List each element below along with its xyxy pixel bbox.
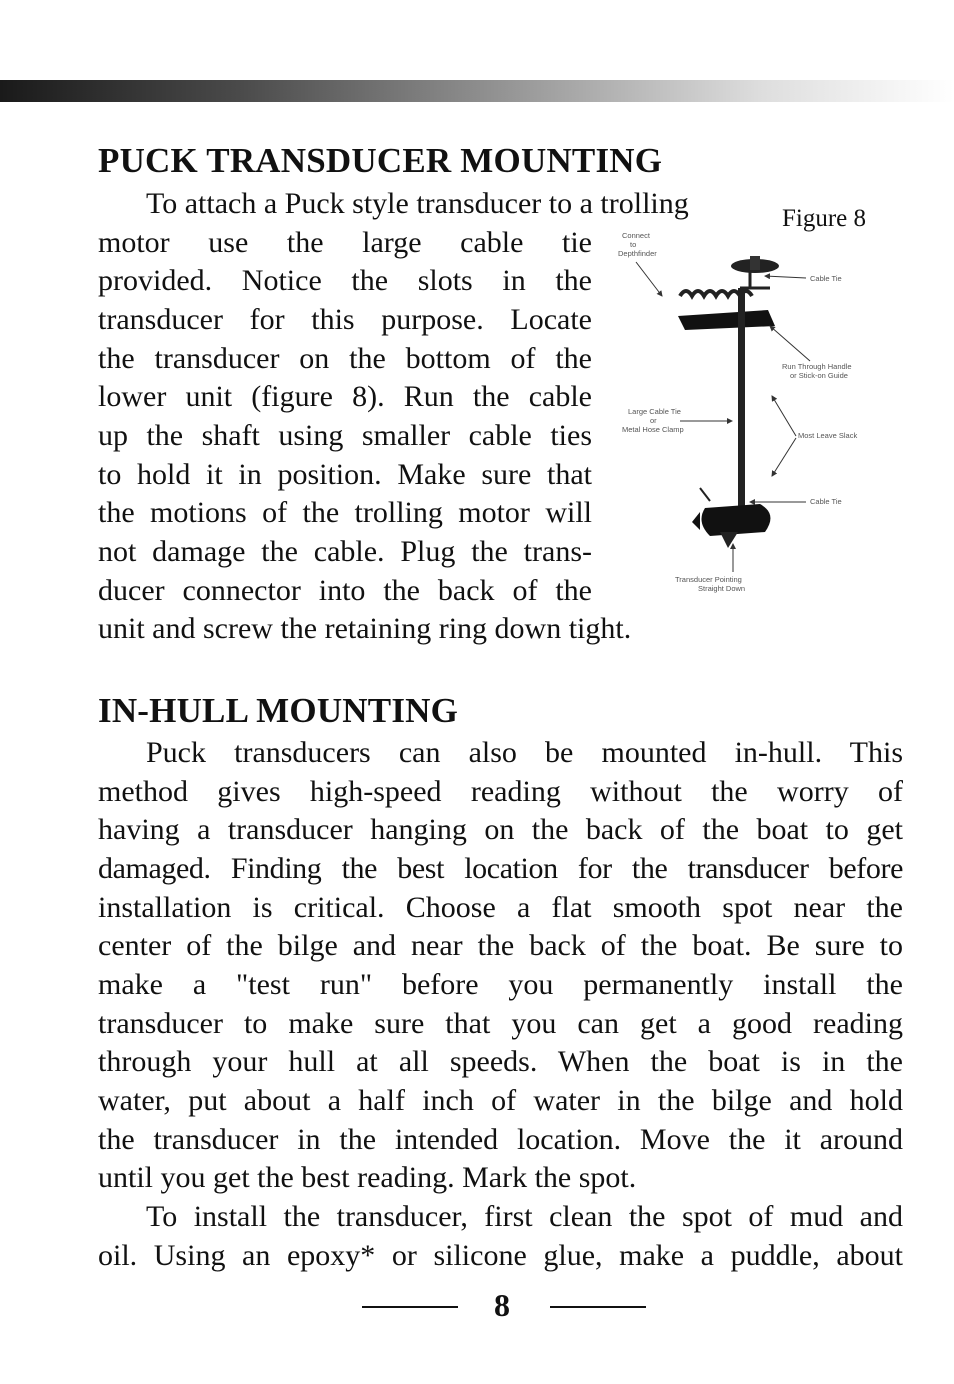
svg-text:Metal Hose Clamp: Metal Hose Clamp bbox=[622, 425, 684, 434]
label-transducer-pointing: Transducer Pointing bbox=[675, 575, 742, 584]
mount-bracket-icon bbox=[678, 310, 775, 330]
svg-text:to: to bbox=[630, 240, 637, 249]
paragraph-line: method gives high-speed reading without the worry of bbox=[98, 775, 903, 808]
label-connect: Connect bbox=[622, 231, 650, 240]
paragraph-line: not damage the cable. Plug the trans- bbox=[98, 535, 592, 568]
paragraph-line: through your hull at all speeds. When the boat is in the bbox=[98, 1045, 903, 1078]
paragraph-line: To attach a Puck style transducer to a trolling bbox=[146, 187, 689, 220]
section-heading-in-hull-mounting: IN-HULL MOUNTING bbox=[98, 691, 459, 730]
paragraph-line: water, put about a half inch of water in the bilge and hold bbox=[98, 1084, 903, 1117]
paragraph-line: damaged. Finding the best location for the transducer before bbox=[98, 852, 903, 885]
svg-text:or: or bbox=[650, 416, 657, 425]
paragraph-line: unit and screw the retaining ring down tight. bbox=[98, 612, 632, 645]
paragraph-line: oil. Using an epoxy* or silicone glue, make a puddle, about bbox=[98, 1239, 903, 1272]
label-most-leave-slack: Most Leave Slack bbox=[798, 431, 858, 440]
paragraph-line: having a transducer hanging on the back of the boat to get bbox=[98, 813, 903, 846]
paragraph-line: provided. Notice the slots in the bbox=[98, 264, 592, 297]
paragraph-line: until you get the best reading. Mark the spot. bbox=[98, 1161, 637, 1194]
paragraph-line: the motions of the trolling motor will bbox=[98, 496, 592, 529]
paragraph-line: installation is critical. Choose a flat smooth spot near the bbox=[98, 891, 903, 924]
label-cable-tie-top: Cable Tie bbox=[810, 274, 842, 283]
svg-text:Straight Down: Straight Down bbox=[698, 584, 746, 593]
label-cable-tie-bottom: Cable Tie bbox=[810, 497, 842, 506]
paragraph-line: up the shaft using smaller cable ties bbox=[98, 419, 592, 452]
paragraph-line: Puck transducers can also be mounted in-hull. This bbox=[146, 736, 903, 769]
paragraph-line: to hold it in position. Make sure that bbox=[98, 458, 592, 491]
footer-rule-left bbox=[362, 1306, 458, 1308]
paragraph-line: the transducer on the bottom of the bbox=[98, 342, 592, 375]
figure-caption: Figure 8 bbox=[782, 205, 867, 232]
lower-unit-icon bbox=[701, 504, 770, 536]
paragraph-line: the transducer in the intended location. Move the it around bbox=[98, 1123, 903, 1156]
footer-rule-right bbox=[550, 1306, 646, 1308]
paragraph-line: To install the transducer, first clean the spot of mud and bbox=[146, 1200, 903, 1233]
paragraph-line: make a "test run" before you permanently install the bbox=[98, 968, 903, 1001]
label-run-through: Run Through Handle bbox=[782, 362, 852, 371]
paragraph-line: transducer to make sure that you can get a good reading bbox=[98, 1007, 903, 1040]
trolling-motor-figure bbox=[600, 226, 900, 611]
motor-shaft-icon bbox=[738, 288, 745, 518]
paragraph-line: center of the bilge and near the back of the boat. Be sure to bbox=[98, 929, 903, 962]
section-heading-puck-transducer-mounting: PUCK TRANSDUCER MOUNTING bbox=[98, 141, 663, 180]
svg-text:Depthfinder: Depthfinder bbox=[618, 249, 657, 258]
page-number: 8 bbox=[494, 1287, 510, 1323]
label-large-cable-tie: Large Cable Tie bbox=[628, 407, 681, 416]
paragraph-line: lower unit (figure 8). Run the cable bbox=[98, 380, 592, 413]
paragraph-line: ducer connector into the back of the bbox=[98, 574, 592, 607]
svg-text:or Stick-on Guide: or Stick-on Guide bbox=[790, 371, 848, 380]
header-gradient-bar bbox=[0, 80, 954, 102]
paragraph-line: transducer for this purpose. Locate bbox=[98, 303, 592, 336]
paragraph-line: motor use the large cable tie bbox=[98, 226, 592, 259]
